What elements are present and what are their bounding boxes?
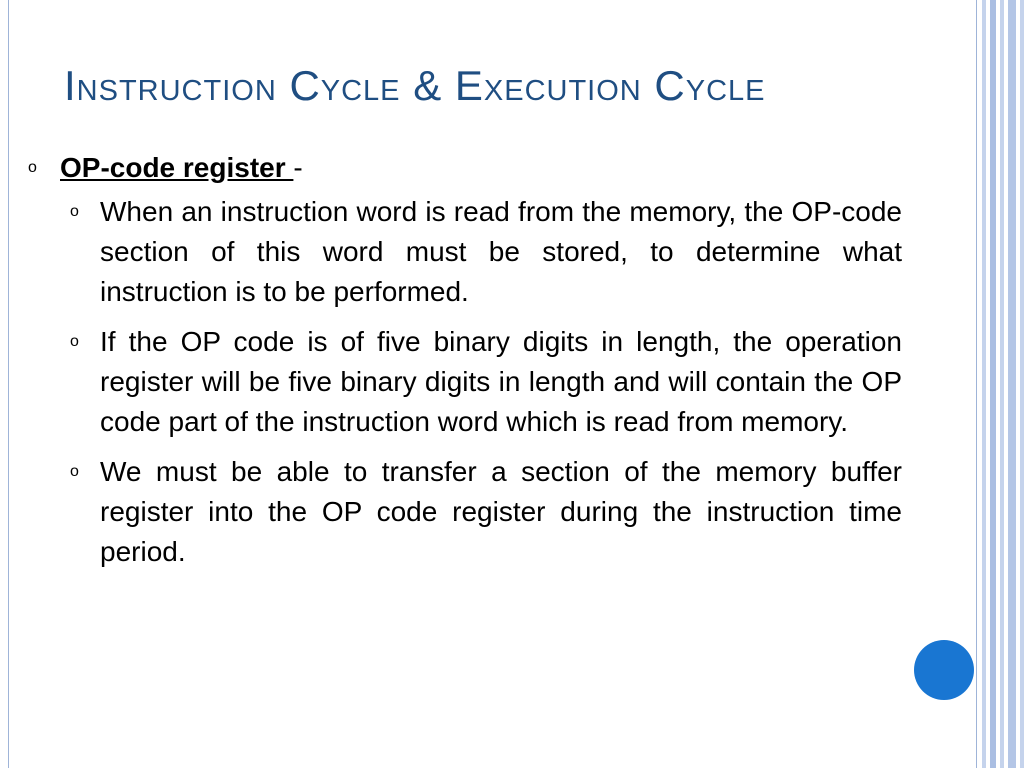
stripe (990, 0, 996, 768)
stripe (1000, 0, 1004, 768)
stripe (982, 0, 986, 768)
section-heading-suffix: - (293, 152, 303, 183)
sub-points-list (28, 192, 902, 572)
list-item (28, 192, 902, 312)
right-decorative-stripes (976, 0, 1024, 768)
section-heading: OP-code register (60, 152, 294, 183)
bullet-circle-icon: o (28, 159, 37, 176)
bullet-circle-icon: o (70, 333, 79, 350)
point-text: When an instruction word is read from the memory, the OP-code section of this word must be stored, to determine what instruction is to be performed. (100, 196, 902, 307)
decorative-circle (914, 640, 974, 700)
stripe (976, 0, 977, 768)
point-text: We must be able to transfer a section of the memory buffer register into the OP code register during the instruction time period. (100, 456, 902, 567)
bullet-circle-icon: o (70, 203, 79, 220)
stripe (1020, 0, 1024, 768)
list-item (28, 322, 902, 442)
section-item (28, 150, 902, 186)
slide-title: Instruction Cycle & Execution Cycle (64, 62, 766, 109)
stripe (1008, 0, 1016, 768)
point-text: If the OP code is of five binary digits in length, the operation register will be five binary digits in length and will contain the OP code part of the instruction word which is read from memory. (100, 326, 902, 437)
left-frame-line (8, 0, 9, 768)
slide-content (28, 150, 902, 582)
bullet-circle-icon: o (70, 463, 79, 480)
list-item (28, 452, 902, 572)
